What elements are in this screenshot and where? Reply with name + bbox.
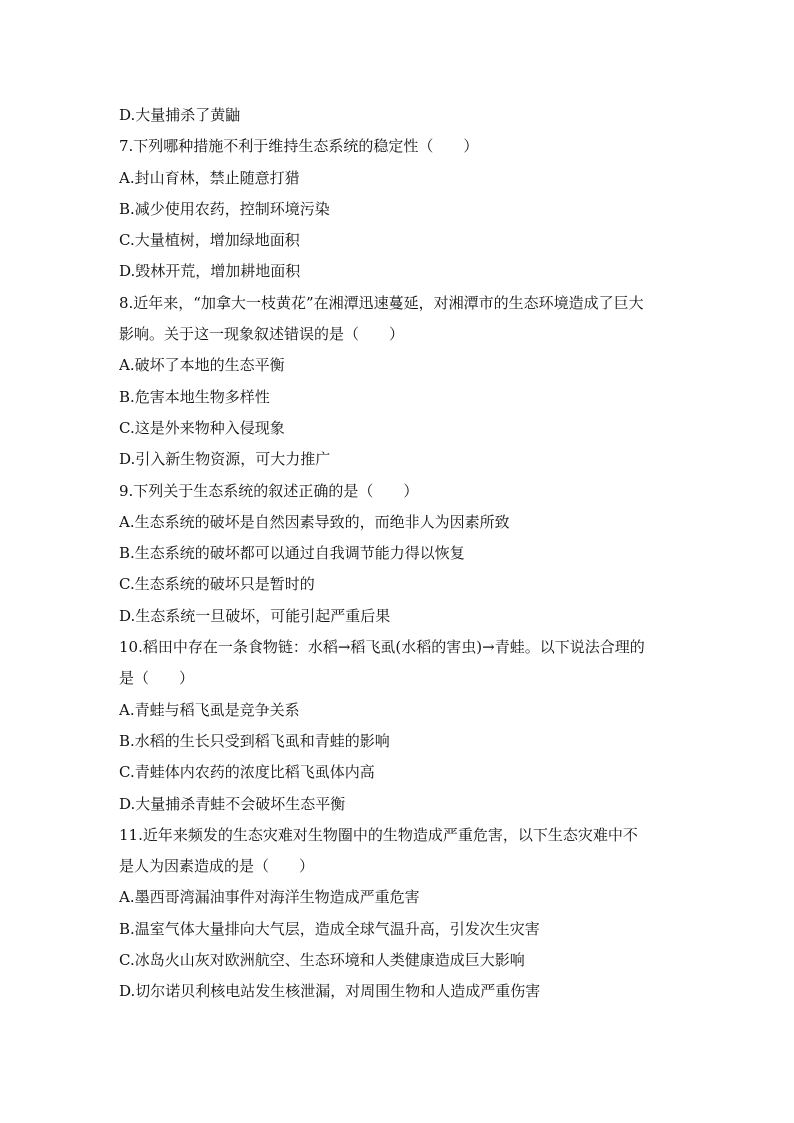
question-9-option-b: B.生态系统的破坏都可以通过自我调节能力得以恢复 [119, 544, 465, 563]
question-7-option-a: A.封山育林，禁止随意打猎 [119, 168, 300, 187]
question-11-option-b: B.温室气体大量排向大气层，造成全球气温升高，引发次生灾害 [119, 919, 540, 938]
question-8-stem: 8.近年来，“加拿大一枝黄花”在湘潭迅速蔓延，对湘潭市的生态环境造成了巨大 [119, 293, 644, 312]
question-11-stem: 11.近年来频发的生态灾难对生物圈中的生物造成严重危害，以下生态灾难中不 [119, 825, 638, 844]
question-9-option-d: D.生态系统一旦破坏，可能引起严重后果 [119, 606, 391, 625]
question-11-option-a: A.墨西哥湾漏油事件对海洋生物造成严重危害 [119, 888, 420, 907]
question-9-option-a: A.生态系统的破坏是自然因素导致的，而绝非人为因素所致 [119, 512, 510, 531]
question-10-stem-continued: 是（ ） [119, 669, 195, 688]
question-7-option-b: B.减少使用农药，控制环境污染 [119, 199, 330, 218]
question-8-option-d: D.引入新生物资源，可大力推广 [119, 450, 331, 469]
question-10-option-c: C.青蛙体内农药的浓度比稻飞虱体内高 [119, 763, 375, 782]
question-8-option-c: C.这是外来物种入侵现象 [119, 418, 285, 437]
question-8-option-b: B.危害本地生物多样性 [119, 387, 270, 406]
question-8-option-a: A.破坏了本地的生态平衡 [119, 356, 285, 375]
question-10-option-d: D.大量捕杀青蛙不会破坏生态平衡 [119, 794, 346, 813]
question-7-stem: 7.下列哪种措施不利于维持生态系统的稳定性（ ） [119, 137, 479, 156]
question-7-option-c: C.大量植树，增加绿地面积 [119, 231, 300, 250]
question-11-option-c: C.冰岛火山灰对欧洲航空、生态环境和人类健康造成巨大影响 [119, 951, 525, 970]
question-9-stem: 9.下列关于生态系统的叙述正确的是（ ） [119, 481, 419, 500]
question-10-stem: 10.稻田中存在一条食物链：水稻→稻飞虱(水稻的害虫)→青蛙。以下说法合理的 [119, 638, 645, 657]
text-line: D.大量捕杀了黄鼬 [119, 106, 241, 124]
question-7-option-d: D.毁林开荒，增加耕地面积 [119, 262, 301, 281]
question-11-option-d: D.切尔诺贝利核电站发生核泄漏，对周围生物和人造成严重伤害 [119, 982, 541, 1001]
question-11-stem-continued: 是人为因素造成的是（ ） [119, 857, 315, 876]
question-10-option-a: A.青蛙与稻飞虱是竞争关系 [119, 700, 300, 719]
question-9-option-c: C.生态系统的破坏只是暂时的 [119, 575, 315, 594]
question-10-option-b: B.水稻的生长只受到稻飞虱和青蛙的影响 [119, 731, 390, 750]
question-text [119, 100, 679, 1008]
question-8-stem-continued: 影响。关于这一现象叙述错误的是（ ） [119, 325, 405, 344]
